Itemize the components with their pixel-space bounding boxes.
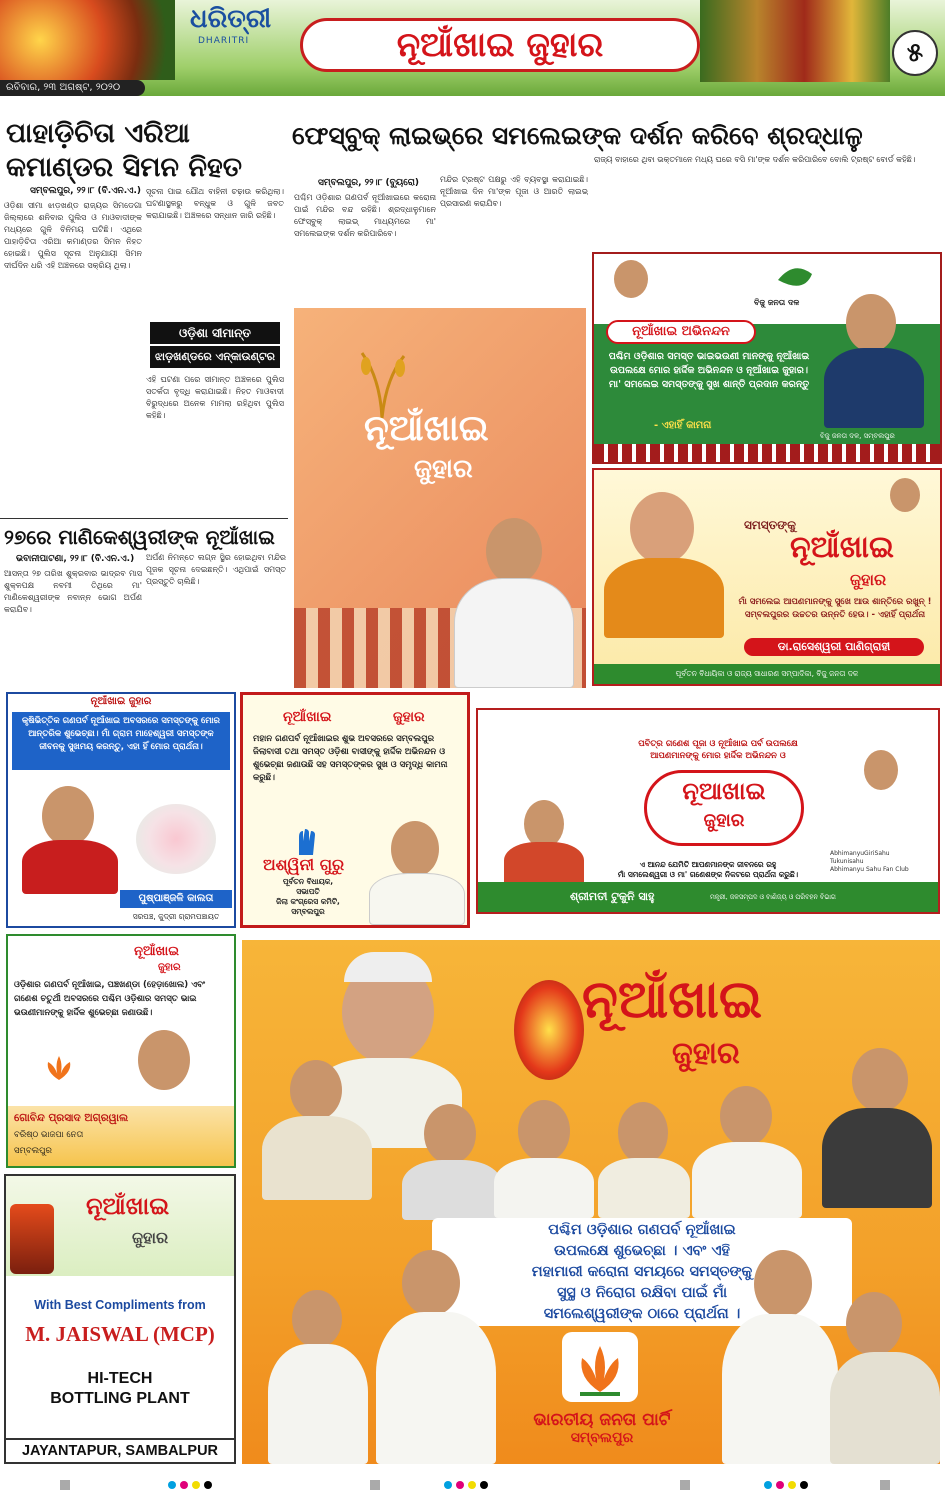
- ad-kalta-greetings[interactable]: [6, 692, 236, 928]
- ad-bjp-message-line: ସୁସ୍ଥ ଓ ନିରୋଗ ରକ୍ଷିବା ପାଇଁ ମାଁ: [556, 1285, 728, 1301]
- ad-jaiswal-compliments: With Best Compliments from: [34, 1298, 206, 1312]
- leader-photo: [138, 1030, 190, 1090]
- leader-photo: [402, 1250, 460, 1316]
- leader-photo: [42, 786, 94, 846]
- black-mark: [800, 1481, 808, 1489]
- page-number: ୫: [892, 30, 938, 76]
- ad-sahu-footer: [478, 882, 938, 914]
- ad-bjp-message-line: ମହାମାରୀ କରୋନା ସମୟରେ ସମସ୍ତଙ୍କୁ: [531, 1264, 753, 1280]
- leader-photo: [630, 492, 694, 564]
- story2-body-b: ମନ୍ଦିର ଟ୍ରଷ୍ଟ ପକ୍ଷରୁ ଏହି ବ୍ୟବସ୍ଥା କରାଯାଇଛି। ନୂଆଁଖାଇ ଦିନ ମା'ଙ୍କ ପୂଜା ଓ ଆରତି ଲାଇଭ୍ ପ୍ରସାରଣ କରାଯିବ।: [440, 175, 588, 208]
- ad-sahu-greetings[interactable]: [476, 708, 940, 914]
- ad-bjd-message: ପଶ୍ଚିମ ଓଡ଼ିଶାର ସମସ୍ତ ଭାଇଭଉଣୀ ମାନଙ୍କୁ ନୂଆଁଖାଇ ଉପଲକ୍ଷେ ମୋର ହାର୍ଦ୍ଦିକ ଅଭିନନ୍ଦନ ଓ ନୂଆଁଖାଇ ଜୁହାର। ମା' ସମଲେଇ ସମସ୍ତଙ୍କୁ ସୁଖ ଶାନ୍ତି ପ୍ରଦାନ କରନ୍ତୁ: [608, 351, 810, 390]
- cyan-mark: [444, 1481, 452, 1489]
- cyan-mark: [168, 1481, 176, 1489]
- ad-guru-subtitle: ଜୁହାର: [393, 709, 425, 725]
- ad-centre-subtitle: ଜୁହାର: [414, 454, 473, 484]
- ad-bjp-title: ନୂଆଁଖାଇ: [582, 970, 763, 1030]
- story1-body-b: ସୂଚନା ପାଇ ଯୌଥ ବାହିନୀ ଚଢ଼ାଉ କରିଥିଲା। ଘଟଣାସ୍ଥଳରୁ ବନ୍ଧୁକ ଓ ଗୁଳି ଜବତ କରାଯାଇଛି। ଅଞ୍ଚଳରେ ସନ୍ଧାନ ଜାରି ରହିଛି।: [146, 187, 284, 220]
- ad-jaiswal-business-line1: HI-TECH: [87, 1370, 153, 1387]
- leader-attire: [376, 1312, 496, 1464]
- grey-block: [370, 1480, 380, 1490]
- yellow-mark: [788, 1481, 796, 1489]
- ad-bjd-credit: ବିଜୁ ଜନତା ଦଳ, ସମ୍ବଲପୁର: [820, 432, 895, 440]
- grey-block: [60, 1480, 70, 1490]
- ad-agarwal-title: ନୂଆଁଖାଇ: [134, 944, 180, 959]
- ad-panigrahi-name: ଡା.ରାସେଶ୍ୱରୀ ପାଣିଗ୍ରାହୀ: [744, 638, 924, 656]
- ad-jaiswal-title: ନୂଆଁଖାଇ: [86, 1192, 170, 1220]
- ad-bjd-banner: ନୂଆଁଖାଇ ଅଭିନନ୍ଦନ: [606, 320, 756, 344]
- leader-photo: [524, 800, 564, 848]
- ad-panigrahi-message: ମାଁ ସମଲେଇ ଆପଣମାନଙ୍କୁ ସୁଖେ ଆଉ ଶାନ୍ତିରେ ରଖୁନ୍‌ ! ସମ୍ବଲପୁରର ଉଚ୍ଚତର ଉନ୍ନତି ହେଉ। - ଏହାହିଁ ପ୍ରାର୍ଥନା: [738, 597, 932, 620]
- leader-attire: [822, 1108, 932, 1208]
- story1-headline-line2: କମାଣ୍ଡର ସିମନ ନିହତ: [6, 152, 242, 183]
- masthead-title: ନୂଆଁଖାଇ ଜୁହାର: [300, 18, 700, 72]
- ad-agarwal-name: ଗୋବିନ୍ଦ ପ୍ରସାଦ ଅଗ୍ରୱାଲ: [14, 1112, 129, 1124]
- leader-photo: [846, 1292, 902, 1356]
- conch-icon: [774, 260, 814, 294]
- ad-bjp-greetings[interactable]: [242, 940, 940, 1464]
- deity-image: [10, 1204, 54, 1274]
- ad-jaiswal-address: JAYANTAPUR, SAMBALPUR: [6, 1438, 234, 1462]
- ad-panigrahi-title: ନୂଆଁଖାଇ: [790, 530, 894, 565]
- story1-byline: ସମ୍ବଲପୁର, ୨୨।୮ (ବି.ଏନ.ଏ.): [30, 186, 141, 196]
- ad-sahu-title-badge: [644, 770, 804, 846]
- ad-centre-title: ନୂଆଁଖାଇ: [364, 408, 489, 449]
- leader-photo: [852, 1048, 908, 1112]
- magenta-mark: [456, 1481, 464, 1489]
- masthead: [0, 0, 945, 96]
- masthead-dancers-art: [700, 0, 890, 82]
- leader-photo: [618, 1102, 668, 1164]
- ad-bjp-message-line: ସମଲେଶ୍ୱରୀଙ୍କ ଠାରେ ପ୍ରାର୍ଥନା ।: [543, 1306, 741, 1322]
- ad-guru-name: ଅଶ୍ୱିନୀ ଗୁରୁ: [263, 855, 345, 874]
- story3-body-b: ଅର୍ପଣ ନିମନ୍ତେ ଲଗ୍ନ ସ୍ଥିର ହୋଇଥିବା ମନ୍ଦିର ପୂଜକ ସୂଚନା ଦେଇଛନ୍ତି। ଏଥିପାଇଁ ସମସ୍ତ ପ୍ରସ୍ତୁତି ଚାଲିଛି।: [146, 553, 286, 586]
- leader-photo: [391, 821, 439, 877]
- ad-bjp-place: ସମ୍ବଲପୁର: [570, 1430, 634, 1446]
- leader-photo: [720, 1086, 772, 1146]
- ad-jaiswal-business-line2: BOTTLING PLANT: [50, 1390, 190, 1407]
- dateline: ରବିବାର, ୨୩ ଅଗଷ୍ଟ, ୨୦୨୦: [0, 80, 145, 96]
- ad-agarwal-subtitle: ଜୁହାର: [158, 962, 181, 973]
- grey-block: [680, 1480, 690, 1490]
- ad-guru-designation-line: ପୂର୍ବତନ ବିଧାୟକ,: [282, 877, 334, 886]
- ad-centre-nuakhai[interactable]: [294, 308, 586, 688]
- leader-attire: [722, 1314, 838, 1464]
- leader-photo: [424, 1104, 476, 1164]
- leader-attire: [454, 578, 574, 688]
- magenta-mark: [180, 1481, 188, 1489]
- leader-photo: [754, 1250, 812, 1318]
- cyan-mark: [764, 1481, 772, 1489]
- masthead-idol-art: [0, 0, 175, 80]
- yellow-mark: [192, 1481, 200, 1489]
- bjp-lotus-icon: [562, 1332, 638, 1402]
- ad-sahu-title: ନୂଆଖାଇ: [682, 777, 766, 805]
- magenta-mark: [776, 1481, 784, 1489]
- story1-subhead-line1: ଓଡ଼ିଶା ସୀମାନ୍ତ: [150, 322, 280, 344]
- leader-photo: [290, 1060, 342, 1120]
- ad-jaiswal-subtitle: ଜୁହାର: [132, 1228, 169, 1247]
- leader-attire: [262, 1116, 372, 1200]
- ad-bjp-party: ଭାରତୀୟ ଜନତା ପାର୍ଟି: [533, 1410, 671, 1430]
- cm-photo: [890, 478, 920, 512]
- story1-headline-line1: ପାହାଡ଼ିଚିତା ଏରିଆ: [6, 118, 190, 149]
- newspaper-logo[interactable]: ଧରିତ୍ରୀ: [190, 4, 272, 34]
- leader-photo: [846, 294, 896, 352]
- ad-agarwal-designation-line2: ସମ୍ବଲପୁର: [14, 1146, 52, 1156]
- column-divider: [0, 518, 288, 519]
- ad-guru-designation-line: ସଭାପତି: [296, 887, 320, 896]
- leader-attire: [402, 1160, 502, 1220]
- ad-kalta-name: ପୁଷ୍ପାଞ୍ଜଳି କାଲତା: [120, 890, 232, 908]
- leader-photo: [518, 1100, 570, 1162]
- ad-agarwal-designation-line1: ବରିଷ୍ଠ ଭାଜପା ନେତା: [14, 1130, 84, 1140]
- ad-bjd-border: [594, 444, 942, 464]
- leader-hair: [344, 952, 432, 982]
- ad-kalta-title: ନୂଆଁଖାଇ ଜୁହାର: [90, 696, 152, 707]
- story2-byline: ସମ୍ବଲପୁର, ୨୨।୮ (ବ୍ୟୁରୋ): [318, 178, 419, 188]
- ad-bjd-greetings[interactable]: [592, 252, 942, 464]
- story1-body-a: ଓଡ଼ିଶା ସୀମା ଝାଡ଼ଖଣ୍ଡ ରାଜ୍ୟର ସିମଡେଗା ଜିଲ୍ଲାରେ ଶନିବାର ପୁଲିସ ଓ ମାଓବାଦୀଙ୍କ ମଧ୍ୟରେ ଗୁଳି ବିନିମୟ ଘଟିଛି। ଏଥିରେ ପାହାଡ଼ିଚିତା ଏରିଆ କମାଣ୍ଡର ସିମନ ନିହତ ହୋଇଛି। ପୁଲିସ ସୂଚନା ଅନୁଯାୟୀ ସିମନ ଦୀର୍ଘଦିନ ଧରି ଏହି ଅଞ୍ଚଳରେ ସକ୍ରିୟ ଥିଲା।: [4, 201, 142, 270]
- leader-attire: [604, 558, 724, 638]
- print-registration-strip: [0, 1476, 945, 1494]
- ad-sahu-prayer: ଏ ଆନନ୍ଦ ଯେମିତି ଆପଣମାନଙ୍କ ଜୀବନରେ ରହୁ ମାଁ ସମଲେଶ୍ୱରୀ ଓ ମା' ଗଣେଶଙ୍କ ନିକଟରେ ପ୍ରାର୍ଥନା କରୁଛି।: [617, 860, 799, 879]
- ad-bjp-party-block: [492, 1410, 712, 1446]
- leader-attire: [830, 1352, 940, 1464]
- lotus-icon: [44, 1054, 74, 1082]
- ad-guru-designation-line: ଜିଲା କଂଗ୍ରେସ କମିଟି,: [276, 897, 340, 906]
- story1-subhead-line2: ଝାଡ଼ଖଣ୍ଡରେ ଏନ୍‌କାଉଣ୍ଟର: [150, 346, 280, 368]
- ad-kalta-message: କୃଷିଭିତ୍ତିକ ଗଣପର୍ବ ନୂଆଁଖାଇ ଅବସରରେ ସମସ୍ତଙ୍କୁ ମୋର ଆନ୍ତରିକ ଶୁଭେଚ୍ଛା। ମାଁ ଗ୍ରାମ ମାହେଶ୍ୱରୀ ସମସ୍ତଙ୍କ ଜୀବନକୁ ସୁଖମୟ କରନ୍ତୁ, ଏହା ହିଁ ମୋର ପ୍ରାର୍ଥନା।: [12, 712, 230, 770]
- ad-guru-title: ନୂଆଁଖାଇ: [283, 709, 332, 725]
- story3-body-a: ଆସନ୍ତା ୨୭ ତାରିଖ ଶୁକ୍ରବାର ଭାଦ୍ରବ ମାସ ଶୁକ୍ଳପକ୍ଷ ନବମୀ ତିଥିରେ ମା' ମାଣିକେଶ୍ୱରୀଙ୍କ ନବାନ୍ନ ଭୋଗ ଅର୍ପଣ କରାଯିବ।: [4, 569, 142, 614]
- ad-jaiswal-greetings[interactable]: [4, 1174, 236, 1464]
- ad-bjd-wish: - ଏହାହିଁ କାମନା: [654, 420, 712, 431]
- story2-body-c: ରାଜ୍ୟ ବାହାରେ ଥିବା ଭକ୍ତମାନେ ମଧ୍ୟ ଘରେ ବସି ମା'ଙ୍କ ଦର୍ଶନ କରିପାରିବେ ବୋଲି ଟ୍ରଷ୍ଟ ବୋର୍ଡ କହିଛି।: [594, 155, 916, 164]
- facebook-handle[interactable]: AbhimanyuGiriSahu: [830, 850, 890, 857]
- fan-club-handle[interactable]: Abhimanyu Sahu Fan Club: [830, 866, 909, 873]
- ad-sahu-subtitle: ଜୁହାର: [703, 810, 745, 831]
- ad-sahu-designation: ମନ୍ତ୍ରୀ, ଜଳସମ୍ପଦ ଓ ବାଣିଜ୍ୟ ଓ ପରିବହନ ବିଭାଗ: [710, 893, 836, 901]
- ad-panigrahi-subtitle: ଜୁହାର: [850, 570, 887, 589]
- ad-guru-message: ମହାନ ଗଣପର୍ବ ନୂଆଁଖାଇର ଶୁଭ ଅବସରରେ ସମ୍ବଲପୁର ଜିଲାବାସୀ ତଥା ସମସ୍ତ ଓଡ଼ିଶା ବାସୀଙ୍କୁ ହାର୍ଦ୍ଦିକ ଅଭିନନ୍ଦନ ଓ ଶୁଭେଚ୍ଛା ଜଣାଉଛି ସହ ସମସ୍ତଙ୍କର ସୁଖ ଓ ସମୃଦ୍ଧି କାମନା କରୁଛି।: [253, 734, 448, 783]
- ad-bjp-subtitle: ଜୁହାର: [672, 1036, 740, 1071]
- cm-photo: [614, 260, 648, 298]
- ad-guru-designation: [253, 877, 363, 917]
- story2-headline[interactable]: ଫେସ୍‌ବୁକ୍ ଲାଇଭ୍‌ରେ ସମଲେଇଙ୍କ ଦର୍ଶନ କରିବେ ଶ୍ରଦ୍ଧାଳୁ: [292, 121, 863, 150]
- ad-panigrahi-designation: ପୂର୍ବତନ ବିଧାୟିକା ଓ ରାଜ୍ୟ ସାଧାରଣ ସମ୍ପାଦିକା, ବିଜୁ ଜନତା ଦଳ: [594, 664, 940, 684]
- ad-panigrahi-greetings[interactable]: [592, 468, 942, 686]
- leader-attire: [598, 1158, 690, 1218]
- leader-attire: [22, 840, 118, 894]
- story3-headline[interactable]: ୨୭ରେ ମାଣିକେଶ୍ୱରୀଙ୍କ ନୂଆଁଖାଇ: [4, 525, 275, 549]
- ad-agarwal-message: ଓଡ଼ିଶାର ଗଣପର୍ବ ନୂଆଁଖାଇ, ପଞ୍ଚଖଣ୍ଡା (ହେଡ଼ାଖୋଲ) ଏବଂ ଗଣେଶ ଚତୁର୍ଥୀ ଅବସରରେ ପଶ୍ଚିମ ଓଡ଼ିଶାର ସମସ୍ତ ଭାଇ ଭଉଣୀମାନଙ୍କୁ ହାର୍ଦ୍ଦିକ ଶୁଭେଚ୍ଛା ଜଣାଉଛି।: [14, 980, 206, 1018]
- flower-decoration: [136, 804, 216, 874]
- cm-photo: [864, 750, 898, 790]
- ad-agarwal-greetings[interactable]: [6, 934, 236, 1168]
- leader-attire: [369, 873, 465, 925]
- ad-guru-designation-line: ସମ୍ବଲପୁର: [291, 907, 325, 916]
- twitter-handle[interactable]: Tukunisahu: [830, 858, 864, 865]
- leader-attire: [494, 1158, 594, 1218]
- leader-photo: [292, 1290, 342, 1348]
- ad-agarwal-footer: [8, 1106, 234, 1168]
- leader-attire: [692, 1142, 802, 1218]
- bjp-logo-box: [562, 1332, 638, 1402]
- story1-body-c: ଏହି ଘଟଣା ପରେ ସୀମାନ୍ତ ଅଞ୍ଚଳରେ ପୁଲିସ ସତର୍କତା ବୃଦ୍ଧି କରାଯାଇଛି। ନିହତ ମାଓବାଦୀ ବିରୁଦ୍ଧରେ ଅନେକ ମାମଲା ରହିଥିବା ପୁଲିସ କହିଛି।: [146, 375, 284, 420]
- deity-emblem: [514, 980, 584, 1080]
- ad-panigrahi-pretitle: ସମସ୍ତଙ୍କୁ: [744, 518, 796, 532]
- black-mark: [204, 1481, 212, 1489]
- story2-body-a: ପଶ୍ଚିମ ଓଡ଼ିଶାର ଗଣପର୍ବ ନୂଆଁଖାଇରେ କରୋନା ପାଇଁ ମନ୍ଦିର ବନ୍ଦ ରହିଛି। ଶ୍ରଦ୍ଧାଳୁମାନେ ଫେସ୍‌ବୁକ୍ ଲାଇଭ୍ ମାଧ୍ୟମରେ ମା' ସମଲେଇଙ୍କ ଦର୍ଶନ କରିପାରିବେ।: [294, 193, 436, 238]
- yellow-mark: [468, 1481, 476, 1489]
- ad-sahu-name: ଶ୍ରୀମତୀ ଟୁକୁନି ସାହୁ: [570, 890, 655, 903]
- leader-attire: [268, 1344, 368, 1464]
- ad-bjp-message-line: ଉପଲକ୍ଷେ ଶୁଭେଚ୍ଛା । ଏବଂ ଏହି: [554, 1243, 730, 1259]
- newspaper-logo-sub: DHARITRI: [198, 36, 250, 46]
- leader-attire: [824, 348, 924, 428]
- ad-bjp-message-line: ପଶ୍ଚିମ ଓଡ଼ିଶାର ଗଣପର୍ବ ନୂଆଁଖାଇ: [548, 1222, 736, 1238]
- ad-kalta-designation: ସରପଞ୍ଚ, କୁଦ୍ରୀ ଗ୍ରାମପଞ୍ଚାୟତ: [132, 912, 220, 921]
- black-mark: [480, 1481, 488, 1489]
- leader-photo: [486, 518, 542, 584]
- grey-block: [880, 1480, 890, 1490]
- ad-jaiswal-name: M. JAISWAL (MCP): [25, 1322, 215, 1346]
- story1-headline[interactable]: [6, 117, 286, 185]
- story3-byline: ଭବାନୀପାଟଣା, ୨୨।୮ (ବି.ଏନ.ଏ.): [16, 554, 135, 564]
- ad-sahu-top-message: ପବିତ୍ର ଗଣେଶ ପୂଜା ଓ ନୂଆଁଖାଇ ପର୍ବ ଉପଲକ୍ଷେ ଆପଣମାନଙ୍କୁ ମୋର ହାର୍ଦ୍ଦିକ ଅଭିନନ୍ଦନ ଓ: [638, 739, 798, 761]
- ad-guru-greetings[interactable]: [240, 692, 470, 928]
- ad-bjd-party: ବିଜୁ ଜନତା ଦଳ: [754, 298, 800, 307]
- ad-sahu-social: [830, 850, 909, 874]
- congress-hand-icon: [291, 827, 321, 857]
